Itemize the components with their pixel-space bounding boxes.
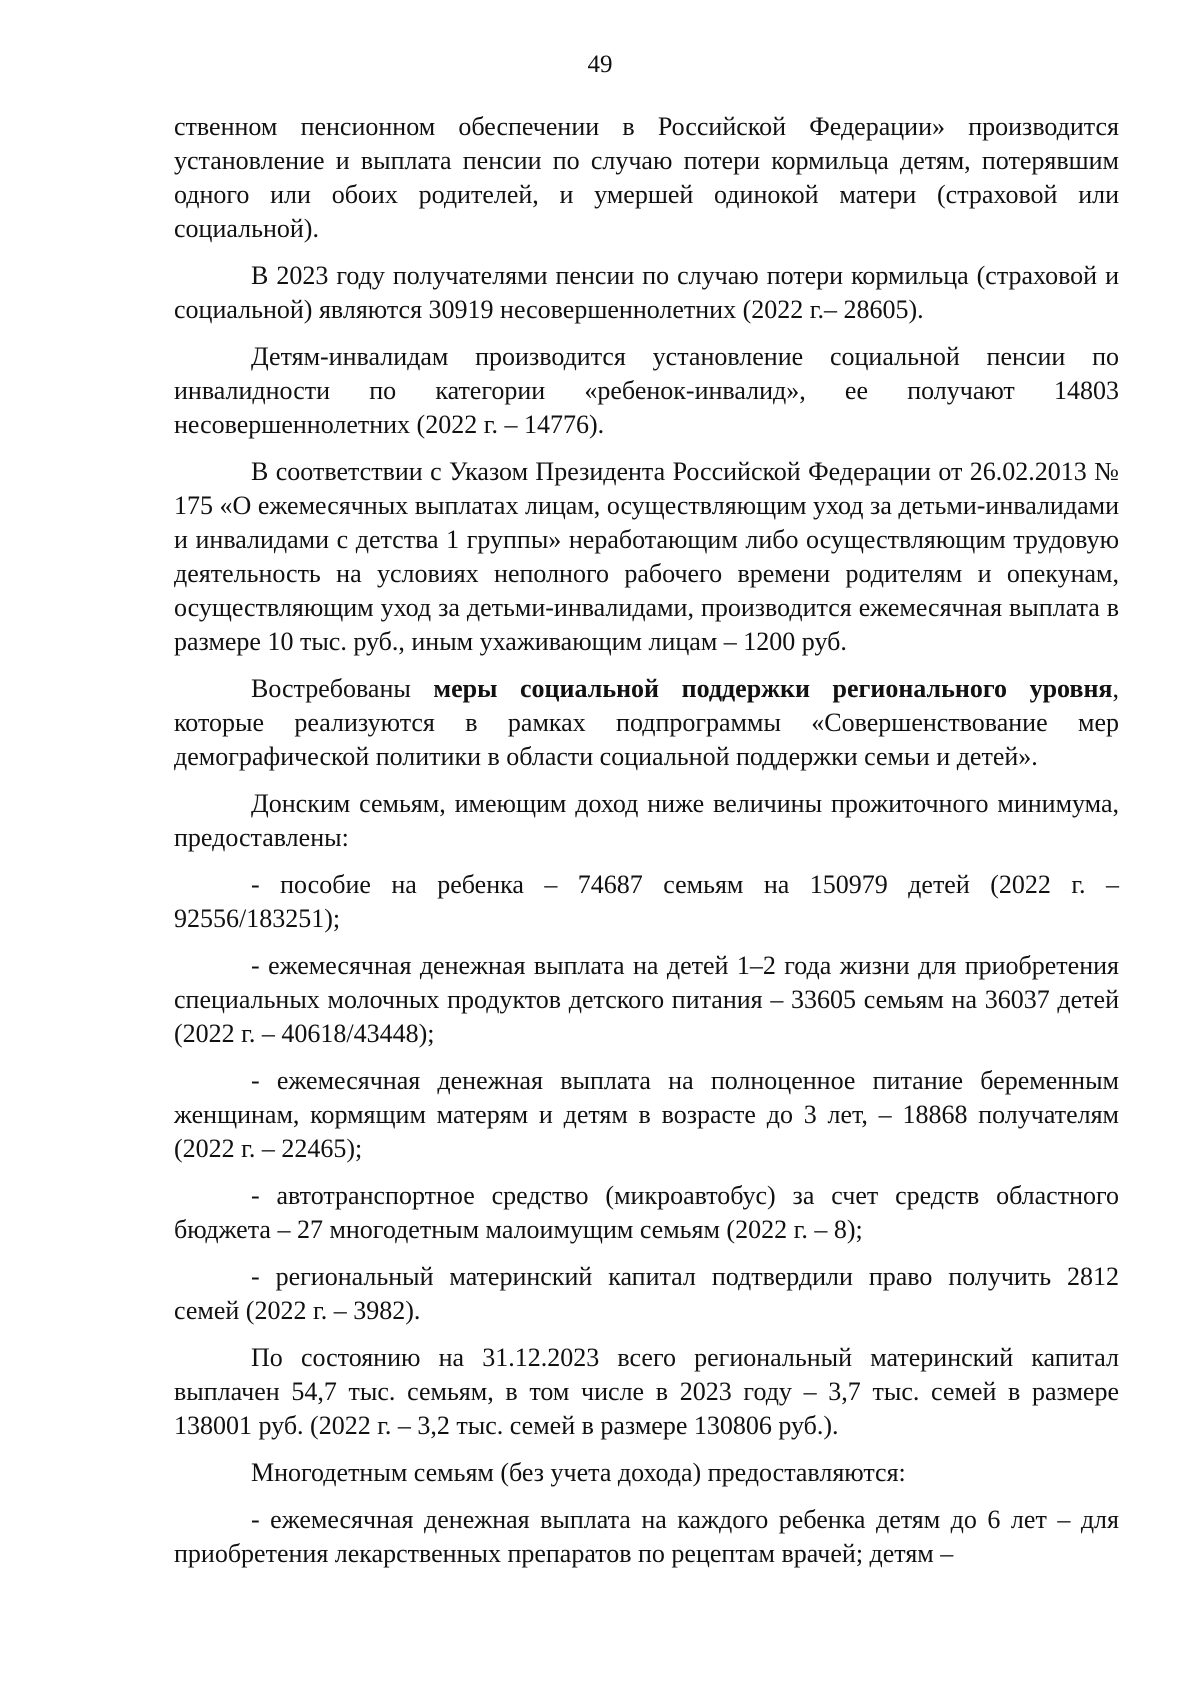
- regional-support-tail: , которые реализуются в рамках подпрограммы «Совершенствование мер демографической политики в области социальной поддержки семьи и детей».: [174, 674, 1119, 771]
- list-item-minibus: - автотранспортное средство (микроавтобус) за счет средств областного бюджета – 27 многодетным малоимущим семьям (2022 г. – 8);: [174, 1181, 1119, 1244]
- paragraph-low-income-families: Донским семьям, имеющим доход ниже величины прожиточного минимума, предоставлены:: [174, 789, 1119, 852]
- paragraph-maternity-capital-status: По состоянию на 31.12.2023 всего региональный материнский капитал выплачен 54,7 тыс. семьям, в том числе в 2023 году – 3,7 тыс. семей в размере 138001 руб. (2022 г. – 3,2 тыс. семей в размере 130806 руб.).: [174, 1343, 1119, 1440]
- paragraph-survivor-pension-recipients: В 2023 году получателями пенсии по случаю потери кормильца (страховой и социальной) являются 30919 несовершеннолетних (2022 г.– 28605).: [174, 261, 1119, 324]
- regional-support-emphasis: меры социальной поддержки регионального уровня: [433, 674, 1113, 703]
- page-number: 49: [587, 51, 613, 78]
- list-item-dairy-payment: - ежемесячная денежная выплата на детей 1–2 года жизни для приобретения специальных молочных продуктов детского питания – 33605 семьям на 36037 детей (2022 г. – 40618/43448);: [174, 951, 1119, 1048]
- list-item-nutrition-payment: - ежемесячная денежная выплата на полноценное питание беременным женщинам, кормящим матерям и детям в возрасте до 3 лет, – 18868 получателям (2022 г. – 22465);: [174, 1066, 1119, 1163]
- list-item-maternity-capital: - региональный материнский капитал подтвердили право получить 2812 семей (2022 г. – 3982).: [174, 1262, 1119, 1325]
- list-item-child-allowance: - пособие на ребенка – 74687 семьям на 150979 детей (2022 г. – 92556/183251);: [174, 870, 1119, 933]
- paragraph-disabled-children-pension: Детям-инвалидам производится установление социальной пенсии по инвалидности по категории «ребенок-инвалид», ее получают 14803 несовершеннолетних (2022 г. – 14776).: [174, 342, 1119, 439]
- paragraph-regional-support: [174, 672, 1119, 774]
- document-body: [174, 110, 1119, 1584]
- list-item-medicine-payment: - ежемесячная денежная выплата на каждого ребенка детям до 6 лет – для приобретения лекарственных препаратов по рецептам врачей; детям –: [174, 1505, 1119, 1568]
- paragraph-presidential-decree: В соответствии с Указом Президента Российской Федерации от 26.02.2013 № 175 «О ежемесячных выплатах лицам, осуществляющим уход за детьми-инвалидами и инвалидами с детства 1 группы» неработающим либо осуществляющим трудовую деятельность на условиях неполного рабочего времени родителям и опекунам, осуществляющим уход за детьми-инвалидами, производится ежемесячная выплата в размере 10 тыс. руб., иным ухаживающим лицам – 1200 руб.: [174, 457, 1119, 656]
- regional-support-lead: Востребованы: [251, 674, 434, 703]
- paragraph-large-families: Многодетным семьям (без учета дохода) предоставляются:: [251, 1458, 906, 1487]
- paragraph-pension-survivor-continued: ственном пенсионном обеспечении в Российской Федерации» производится установление и выплата пенсии по случаю потери кормильца детям, потерявшим одного или обоих родителей, и умершей одинокой матери (страховой или социальной).: [174, 112, 1119, 243]
